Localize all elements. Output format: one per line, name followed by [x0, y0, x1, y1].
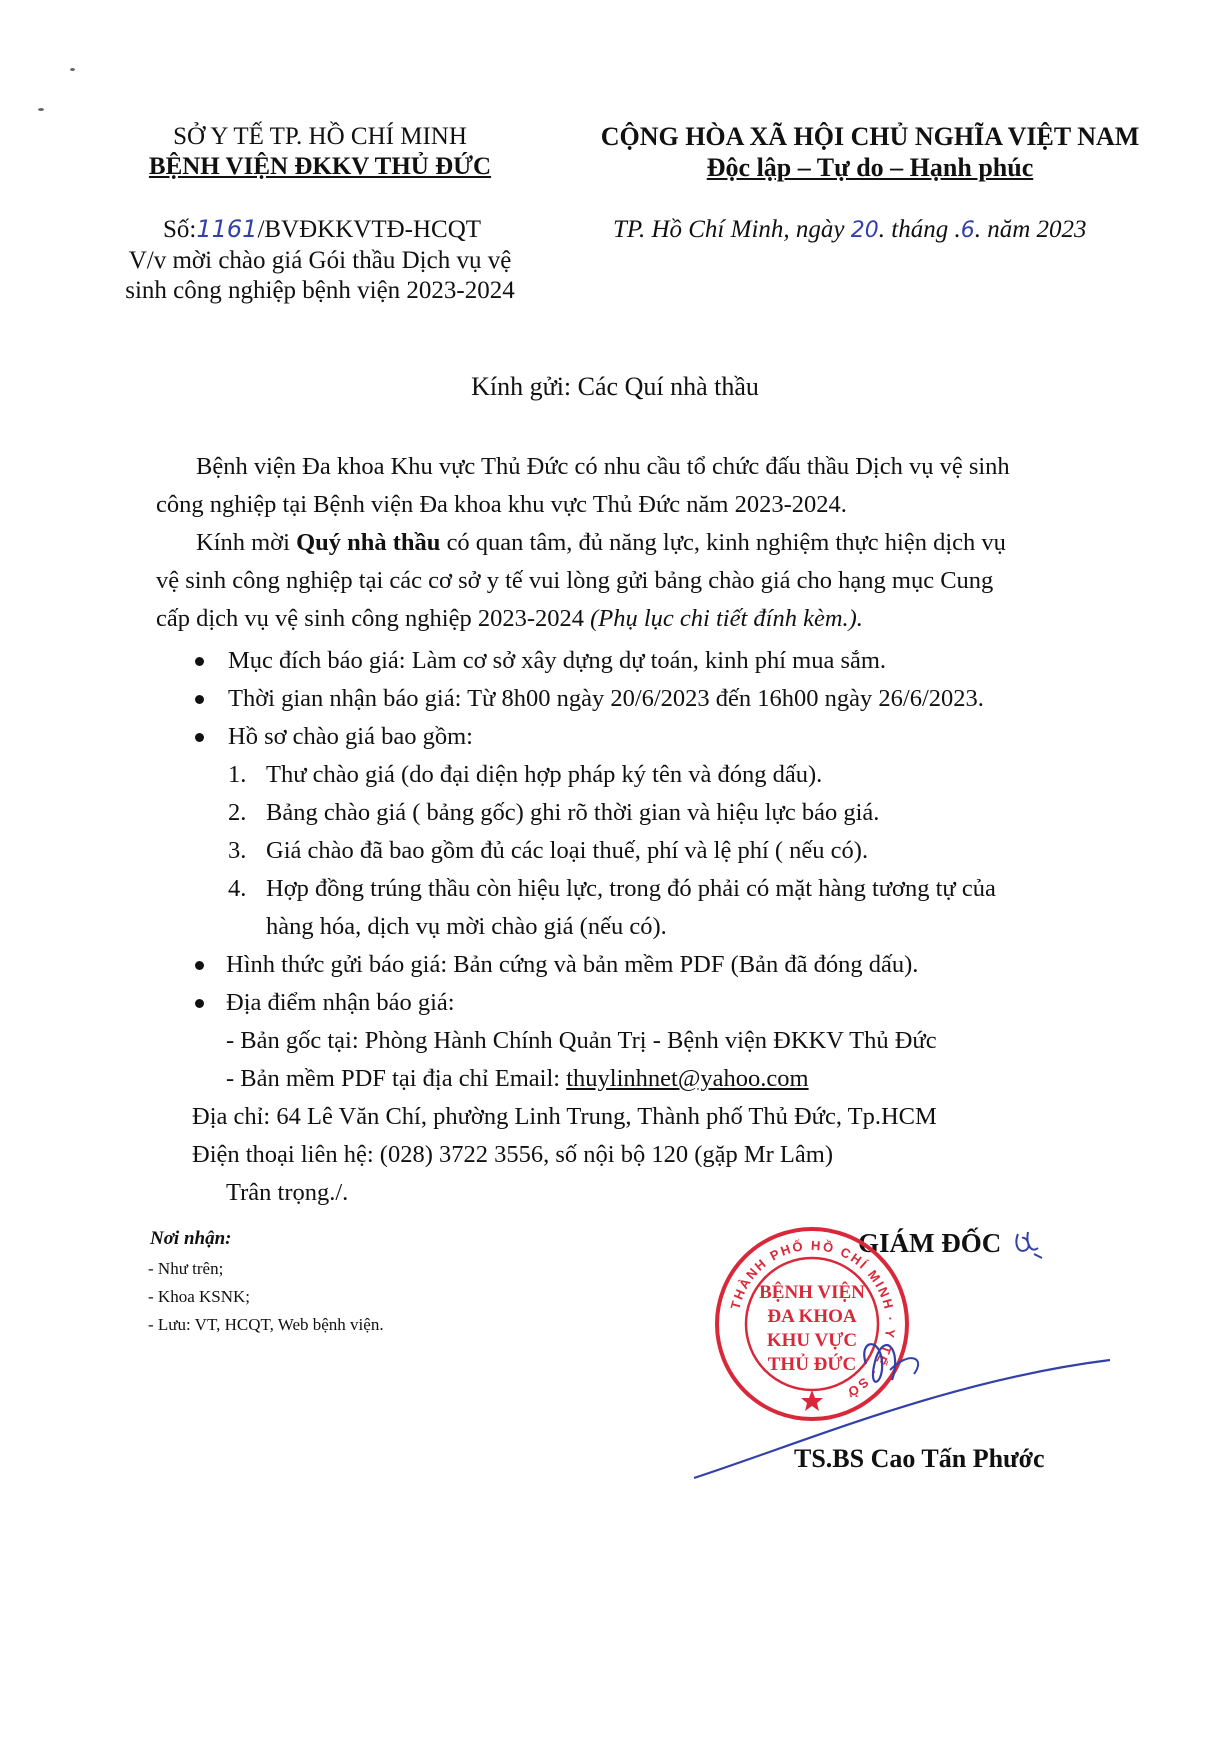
scan-speck [38, 108, 44, 111]
bullet-location: Địa điểm nhận báo giá: [226, 989, 455, 1016]
para2-text: Kính mời [196, 529, 297, 556]
doc-number-prefix: Số: [163, 216, 197, 243]
para2-text: có quan tâm, đủ năng lực, kinh nghiệm thực hiện dịch vụ [440, 529, 1006, 556]
stamp-line-3: KHU VỰC [766, 1330, 858, 1351]
paragraph-1-line-2: công nghiệp tại Bệnh viện Đa khoa khu vực Thủ Đức năm 2023-2024. [156, 491, 847, 518]
para2-text: cấp dịch vụ vệ sinh công nghiệp 2023-2024 [156, 605, 591, 632]
salutation: Kính gửi: Các Quí nhà thầu [471, 372, 759, 401]
national-motto-text: Độc lập – Tự do – Hạnh phúc [706, 153, 1034, 182]
numbered-item-4-cont: hàng hóa, dịch vụ mời chào giá (nếu có). [266, 913, 667, 940]
scan-speck [70, 68, 75, 71]
paragraph-2-line-1 [196, 524, 1006, 562]
phone: Điện thoại liên hệ: (028) 3722 3556, số nội bộ 120 (gặp Mr Lâm) [192, 1141, 833, 1168]
subject-line-2: sinh công nghiệp bệnh viện 2023-2024 [125, 277, 515, 304]
date-day-handwritten: 20 [850, 218, 879, 243]
numbered-item-4: Hợp đồng trúng thầu còn hiệu lực, trong đó phải có mặt hàng tương tự của [266, 875, 996, 902]
country-name: CỘNG HÒA XÃ HỘI CHỦ NGHĨA VIỆT NAM [600, 122, 1140, 151]
location-pdf-prefix: - Bản mềm PDF tại địa chỉ Email: [226, 1065, 567, 1092]
email-link[interactable]: thuylinhnet@yahoo.com [566, 1065, 809, 1092]
hospital-name [100, 152, 540, 182]
signature-role: GIÁM ĐỐC [858, 1228, 1002, 1258]
paragraph-2-line-2: vệ sinh công nghiệp tại các cơ sở y tế vui lòng gửi bảng chào giá cho hạng mục Cung [156, 567, 994, 594]
bullet-dossier: Hồ sơ chào giá bao gồm: [228, 723, 473, 750]
bullet-submit-format: Hình thức gửi báo giá: Bản cứng và bản mềm PDF (Bản đã đóng dấu). [226, 951, 919, 978]
recipient-item: - Lưu: VT, HCQT, Web bệnh viện. [148, 1315, 384, 1334]
address: Địa chỉ: 64 Lê Văn Chí, phường Linh Trung, Thành phố Thủ Đức, Tp.HCM [192, 1103, 937, 1130]
bullet-purpose: Mục đích báo giá: Làm cơ sở xây dựng dự toán, kinh phí mua sắm. [228, 647, 887, 674]
signer-name: TS.BS Cao Tấn Phước [794, 1444, 1045, 1473]
numbered-item-4-num: 4. [228, 875, 247, 902]
numbered-item-3: Giá chào đã bao gồm đủ các loại thuế, phí và lệ phí ( nếu có). [266, 837, 869, 864]
document-number [163, 214, 481, 245]
numbered-item-2: Bảng chào giá ( bảng gốc) ghi rõ thời gian và hiệu lực báo giá. [266, 799, 880, 826]
date-month-handwritten: 6 [960, 218, 975, 243]
bullet-dot [195, 961, 204, 970]
initial-mark-icon [1010, 1228, 1046, 1264]
paragraph-1-line-1: Bệnh viện Đa khoa Khu vực Thủ Đức có nhu cầu tổ chức đấu thầu Dịch vụ vệ sinh [196, 453, 1010, 480]
date-prefix: TP. Hồ Chí Minh, ngày [613, 216, 845, 243]
document-date [613, 215, 1087, 246]
bullet-time: Thời gian nhận báo giá: Từ 8h00 ngày 20/6/2023 đến 16h00 ngày 26/6/2023. [228, 685, 984, 712]
doc-number-suffix: /BVĐKKVTĐ-HCQT [257, 216, 482, 243]
numbered-item-2-num: 2. [228, 799, 247, 826]
hospital-name-text: BỆNH VIỆN ĐKKV THỦ ĐỨC [148, 153, 492, 180]
doc-number-handwritten: 1161 [196, 215, 258, 243]
numbered-item-1: Thư chào giá (do đại diện hợp pháp ký tên và đóng dấu). [266, 761, 823, 788]
bullet-dot [195, 733, 204, 742]
stamp-ring-text: THÀNH PHỐ HỒ CHÍ MINH · Y TẾ · SỞ [727, 1237, 899, 1402]
para2-bold-text: Quý nhà thầu [296, 529, 441, 556]
stamp-line-4: THỦ ĐỨC [767, 1354, 857, 1375]
recipients-title: Nơi nhận: [150, 1228, 232, 1249]
bullet-dot [195, 657, 204, 666]
bullet-dot [195, 695, 204, 704]
agency-name: SỞ Y TẾ TP. HỒ CHÍ MINH [173, 123, 467, 150]
subject-line-1: V/v mời chào giá Gói thầu Dịch vụ vệ [128, 247, 512, 274]
closing: Trân trọng./. [226, 1179, 349, 1206]
paragraph-2-line-3 [156, 600, 863, 638]
location-pdf [226, 1060, 809, 1098]
stamp-line-1: BỆNH VIỆN [759, 1282, 865, 1303]
bullet-dot [195, 999, 204, 1008]
recipient-item: - Như trên; [148, 1259, 224, 1278]
recipient-item: - Khoa KSNK; [148, 1287, 250, 1306]
stamp-line-2: ĐA KHOA [767, 1306, 857, 1327]
location-original: - Bản gốc tại: Phòng Hành Chính Quản Trị - Bệnh viện ĐKKV Thủ Đức [226, 1027, 937, 1054]
national-motto [560, 153, 1180, 183]
date-month-label: . tháng . [878, 216, 961, 243]
para2-italic-text: (Phụ lục chi tiết đính kèm.). [590, 605, 863, 632]
date-suffix: . năm 2023 [974, 216, 1087, 243]
numbered-item-1-num: 1. [228, 761, 247, 788]
numbered-item-3-num: 3. [228, 837, 247, 864]
